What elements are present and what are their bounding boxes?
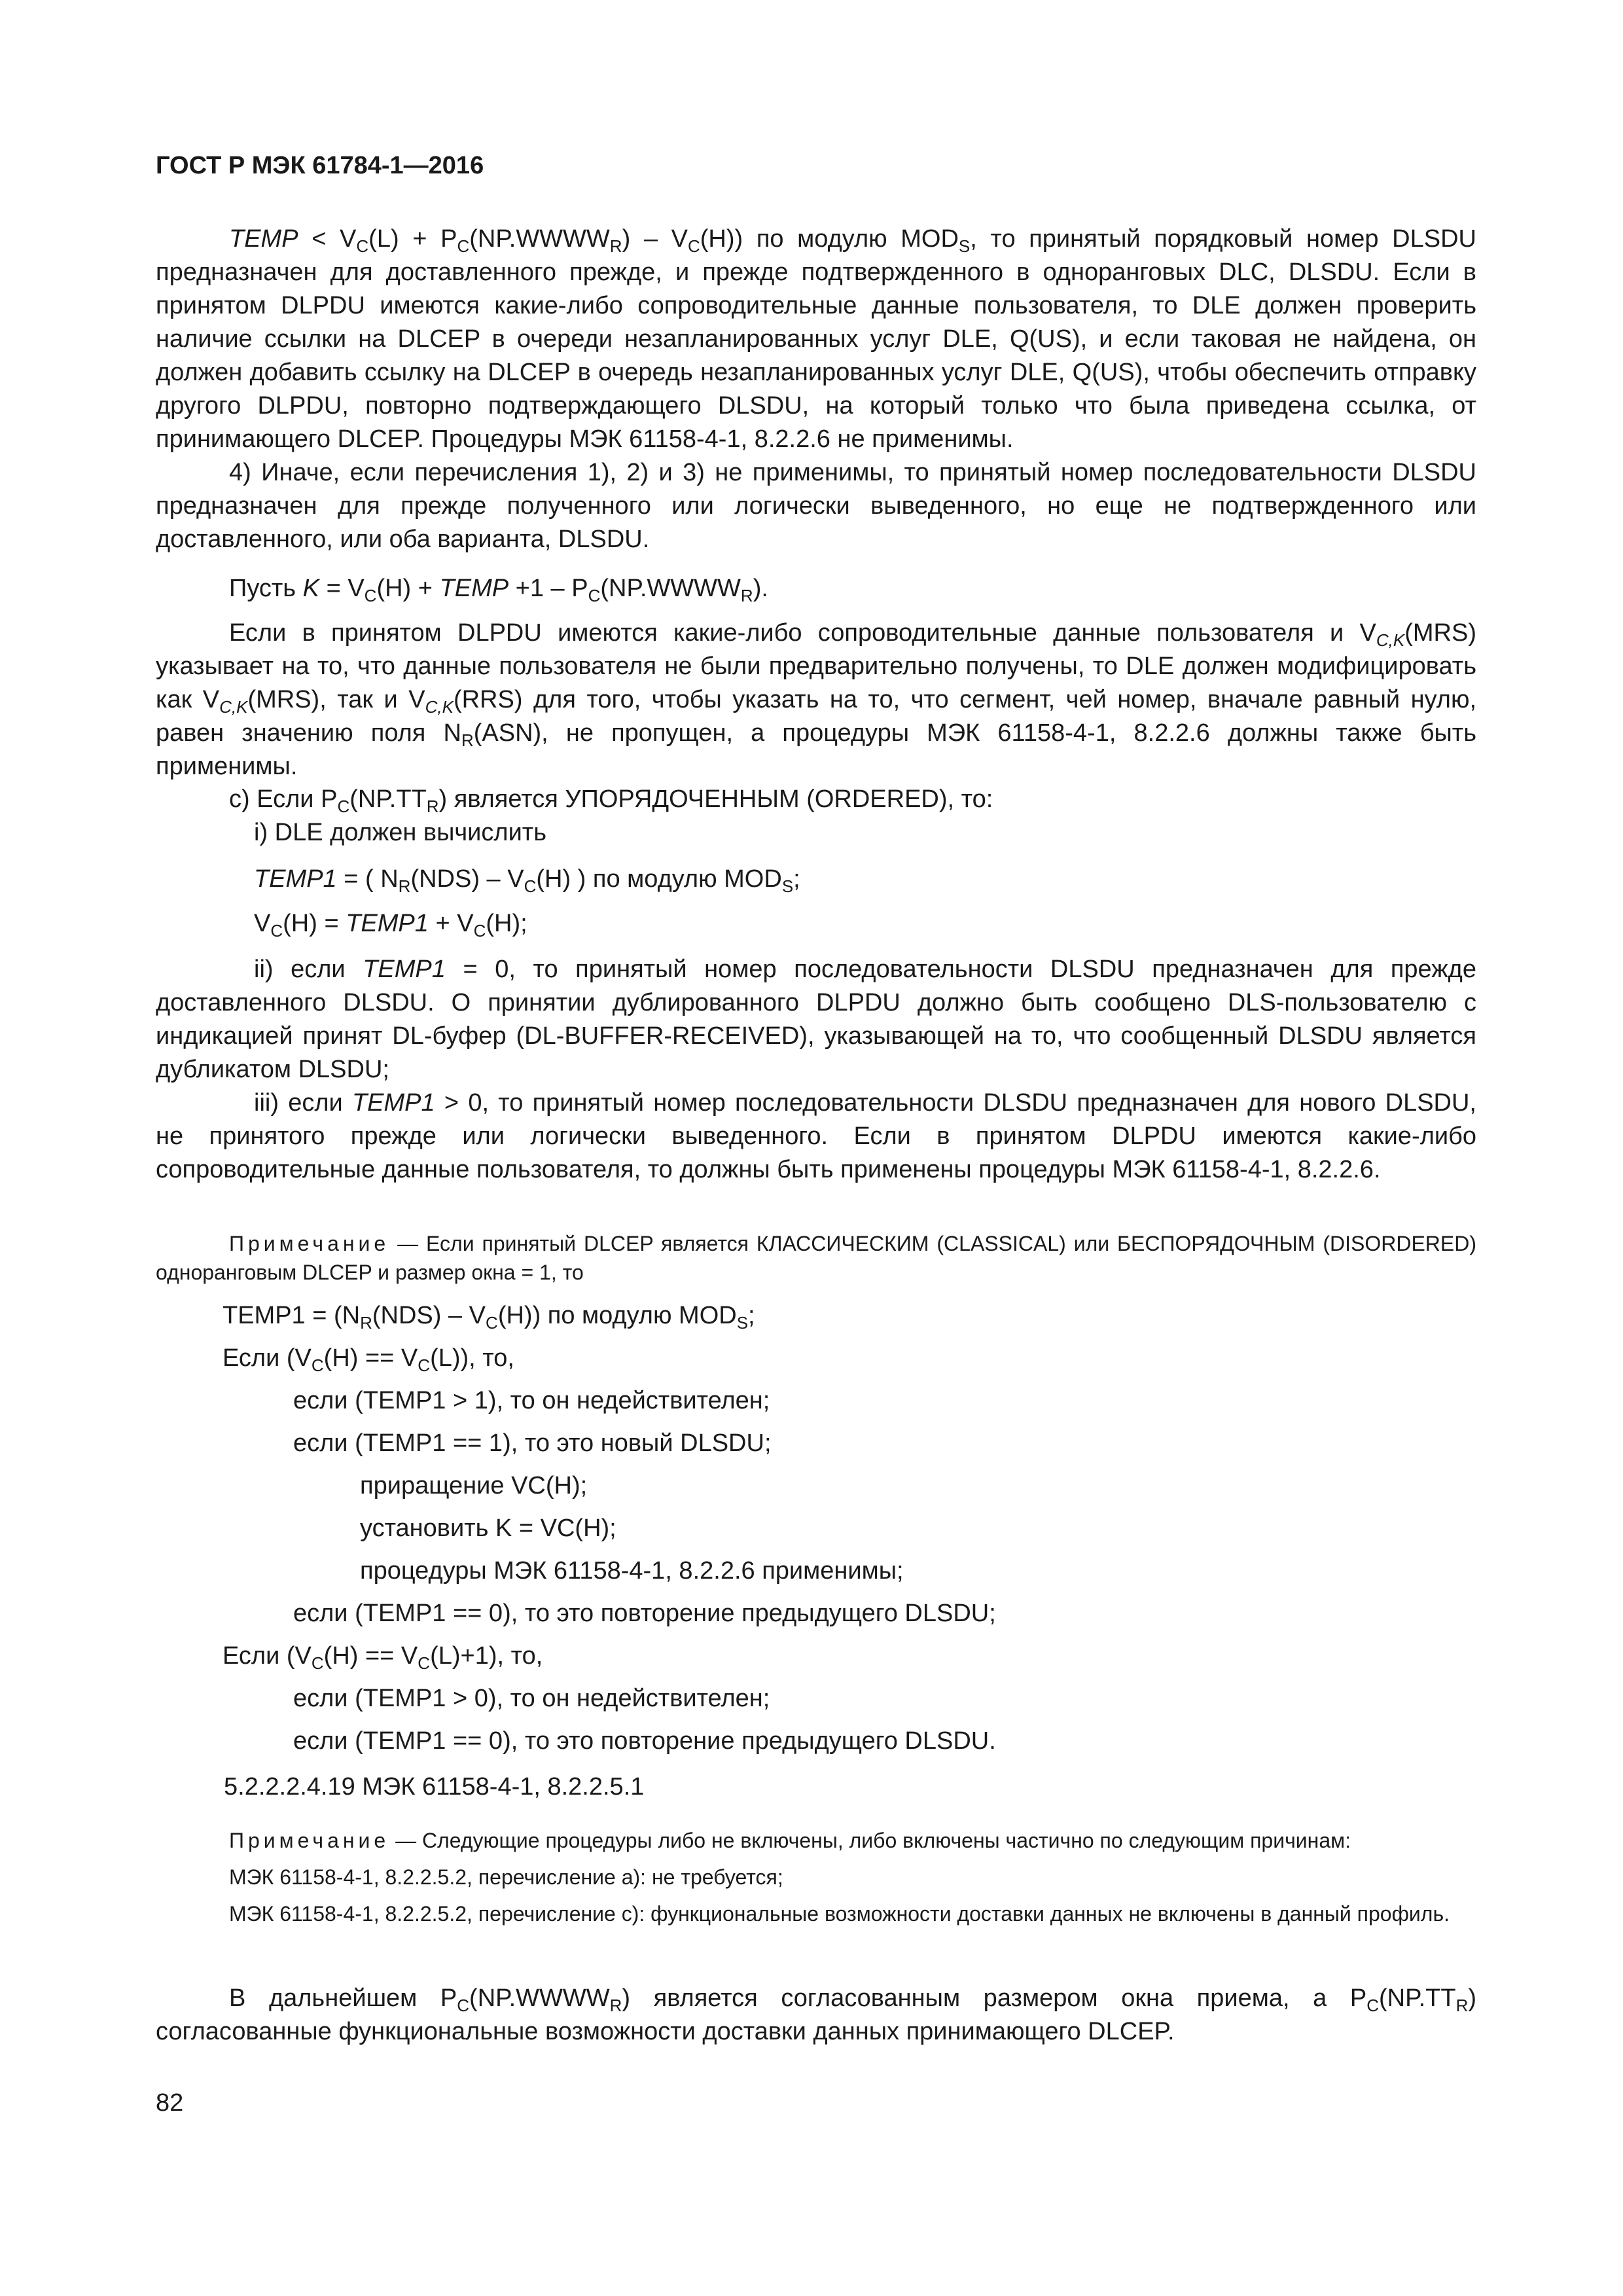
algo-line-3: если (TEMP1 > 1), то он недействителен; [293, 1387, 770, 1414]
note-label: Примечание [229, 1829, 390, 1852]
document-header: ГОСТ Р МЭК 61784-1—2016 [156, 152, 484, 179]
algo-line-11: если (TEMP1 == 0), то это повторение предыдущего DLSDU. [293, 1727, 996, 1755]
paragraph-temp-check: TEMP < $V_C(L)$ + $P_C(NP.WWWW_R) - V_C(H)$) по модулю $MOD_S$, то принятый порядковый номер DLSDU предназначен для доставленного прежде, и прежде подтвержденного в одноранговых DLC, DLSDU. Если в принятом DLPDU имеются какие-либо сопроводительные данные пользователя, то DLE должен проверить наличие ссылки на DLCEP в очереди незапланированных услуг DLE, Q(US), и если таковая не найдена, он должен добавить ссылку на DLCEP в очередь незапланированных услуг DLE, Q(US), чтобы обеспечить отправку другого DLPDU, повторно подтверждающего DLSDU, на который только что была приведена ссылка, от принимающего DLCEP. Процедуры МЭК 61158-4-1, 8.2.2.6 не применимы. [156, 225, 1476, 453]
item-i: i) DLE должен вычислить [254, 819, 547, 846]
item-ii: ii) если TEMP1 = 0, то принятый номер последовательности DLSDU предназначен для прежде доставленного DLSDU. О принятии дублированного DLPDU должно быть сообщено DLS-пользователю с индикацией принят DL-буфер (DL-BUFFER-RECEIVED), указывающей на то, что сообщенный DLSDU является дубликатом DLSDU; [156, 956, 1476, 1083]
algo-line-4: если (TEMP1 == 1), то это новый DLSDU; [293, 1429, 772, 1457]
algo-line-9: Если $(V_C(H) == V_C(L)+1)$, то, [223, 1642, 543, 1673]
note-2-item-2: МЭК 61158-4-1, 8.2.2.5.2, перечисление с): функциональные возможности доставки данных не включены в данный профиль. [229, 1902, 1450, 1926]
paragraph-user-data: Если в принятом DLPDU имеются какие-либо сопроводительные данные пользователя и $V_{C,K}(MRS)$ указывает на то, что данные пользователя не были предварительно получены, то DLE должен модифицировать как $V_{C,K}(MRS)$, так и $V_{C,K}(RRS)$ для того, чтобы указать на то, что сегмент, чей номер, вначале равный нулю, равен значению поля $N_R(ASN)$, не пропущен, а процедуры МЭК 61158-4-1, 8.2.2.6 должны также быть применимы. [156, 619, 1477, 780]
algo-line-8: если (TEMP1 == 0), то это повторение предыдущего DLSDU; [293, 1600, 996, 1627]
paragraph-final: В дальнейшем $P_C(NP.WWWW_R)$ является согласованным размером окна приема, а $P_C(NP.TT_R)$ согласованные функциональные возможности доставки данных принимающего DLCEP. [156, 1984, 1476, 2045]
note-2: Примечание — Следующие процедуры либо не включены, либо включены частично по следующим причинам: МЭК 61158-4-1, 8.2.2.5.2, перечисление а): не требуется; МЭК 61158-4-1, 8.2.2.5.2, перечисление с): функциональные возможности доставки данных не включены в данный профиль. [156, 1826, 1476, 1928]
algo-line-7: процедуры МЭК 61158-4-1, 8.2.2.6 применимы; [360, 1557, 904, 1585]
equation-temp1: TEMP1 = ( $N_R(NDS) - V_C(H)$ ) по модулю $MOD_S$; [254, 865, 800, 896]
note-label: Примечание [229, 1232, 390, 1255]
algo-line-10: если (TEMP1 > 0), то он недействителен; [293, 1685, 770, 1712]
algo-line-5: приращение VC(H); [360, 1472, 588, 1499]
note-1: Примечание — Если принятый DLCEP является КЛАССИЧЕСКИМ (CLASSICAL) или БЕСПОРЯДОЧНЫМ (DISORDERED) одноранговым DLCEP и размер окна = 1, то [156, 1232, 1476, 1284]
equation-k: Пусть $K = V_C(H)$ + TEMP $+1 - P_C(NP.WWWW_R)$. [229, 575, 768, 605]
algo-line-1: TEMP1 = $(N_R(NDS) - V_C(H))$ по модулю $MOD_S$; [223, 1302, 755, 1333]
paragraph-item-4: 4) Иначе, если перечисления 1), 2) и 3) не применимы, то принятый номер последовательности DLSDU предназначен для прежде полученного или логически выведенного, но еще не подтвержденного или доставленного, или оба варианта, DLSDU. [156, 459, 1476, 553]
algo-line-6: установить K = VC(H); [360, 1515, 616, 1542]
section-heading: 5.2.2.2.4.19 МЭК 61158-4-1, 8.2.2.5.1 [224, 1773, 645, 1801]
item-c: с) Если $P_C(NP.TT_R)$ является УПОРЯДОЧЕННЫМ (ORDERED), то: [229, 785, 993, 816]
page-number: 82 [156, 2089, 184, 2117]
item-iii: iii) если TEMP1 > 0, то принятый номер последовательности DLSDU предназначен для нового DLSDU, не принятого прежде или логически выведенного. Если в принятом DLPDU имеются какие-либо сопроводительные данные пользователя, то должны быть применены процедуры МЭК 61158-4-1, 8.2.2.6. [156, 1089, 1476, 1183]
note-2-item-1: МЭК 61158-4-1, 8.2.2.5.2, перечисление а): не требуется; [229, 1865, 783, 1889]
algo-line-2: Если $(V_C(H) == V_C(L))$, то, [223, 1344, 514, 1375]
equation-vch: $V_C(H)$ = TEMP1 + $V_C(H)$; [254, 910, 527, 941]
